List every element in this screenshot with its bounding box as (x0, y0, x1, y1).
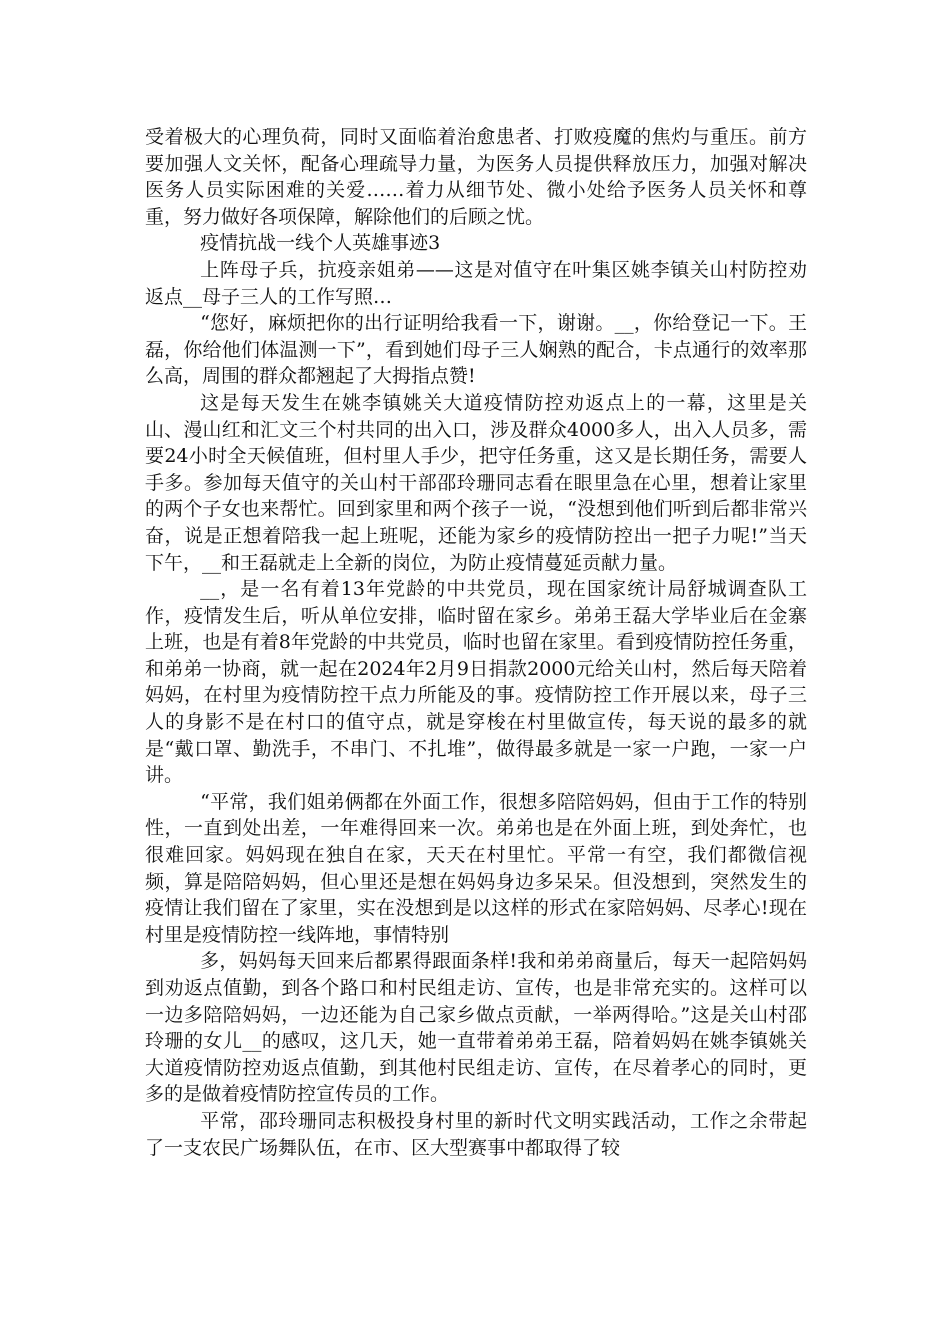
paragraph-checkpoint-scene: 这是每天发生在姚李镇姚关大道疫情防控劝返点上的一幕，这里是关山、漫山红和汇文三个村共同的出入口，涉及群众4000多人，出入人员多，需要24小时全天候值班，但村里人手少，把守任务重，这又是长期任务，需要人手多。参加每天值守的关山村干部邵玲珊同志看在眼里急在心里，想着让家里的两个子女也来帮忙。回到家里和两个孩子一说，“没想到他们听到后都非常兴奋，说是正想着陪我一起上班呢，还能为家乡的疫情防控出一把子力呢!”当天下午，__和王磊就走上全新的岗位，为防止疫情蔓延贡献力量。 (145, 391, 807, 574)
paragraph-intro: 受着极大的心理负荷，同时又面临着治愈患者、打败疫魔的焦灼与重压。前方要加强人文关怀，配备心理疏导力量，为医务人员提供释放压力，加强对解决医务人员实际困难的关爱……着力从细节处、微小处给予医务人员关怀和尊重，努力做好各项保障，解除他们的后顾之忧。 (145, 126, 807, 228)
paragraph-daughter-quote: “平常，我们姐弟俩都在外面工作，很想多陪陪妈妈，但由于工作的特别性，一直到处出差，一年难得回来一次。弟弟也是在外面上班，到处奔忙，也很难回家。妈妈现在独自在家，天天在村里忙。平常一有空，我们都微信视频，算是陪陪妈妈，但心里还是想在妈妈身边多呆呆。但没想到，突然发生的疫情让我们留在了家里，实在没想到是以这样的形式在家陪妈妈、尽孝心!现在村里是疫情防控一线阵地，事情特别 (145, 790, 807, 946)
paragraph-mother-activities: 平常，邵玲珊同志积极投身村里的新时代文明实践活动，工作之余带起了一支农民广场舞队伍，在市、区大型赛事中都取得了较 (145, 1109, 807, 1159)
section-heading: 疫情抗战一线个人英雄事迹3 (200, 232, 441, 255)
document-page (145, 124, 807, 1161)
paragraph-lead: 上阵母子兵，抗疫亲姐弟——这是对值守在叶集区姚李镇关山村防控劝返点__母子三人的工作写照… (145, 258, 807, 308)
paragraph-daughter-bio: __，是一名有着13年党龄的中共党员，现在国家统计局舒城调查队工作，疫情发生后，听从单位安排，临时留在家乡。弟弟王磊大学毕业后在金寨上班，也是有着8年党龄的中共党员，临时也留在家里。看到疫情防控任务重，和弟弟一协商，就一起在2024年2月9日捐款2000元给关山村，然后每天陪着妈妈，在村里为疫情防控干点力所能及的事。疫情防控工作开展以来，母子三人的身影不是在村口的值守点，就是穿梭在村里做宣传，每天说的最多的就是“戴口罩、勤洗手，不串门、不扎堆”，做得最多就是一家一户跑，一家一户讲。 (145, 578, 807, 787)
paragraph-quote-checkpoint: “您好，麻烦把你的出行证明给我看一下，谢谢。__，你给登记一下。王磊，你给他们体温测一下”，看到她们母子三人娴熟的配合，卡点通行的效率那么高，周围的群众都翘起了大拇指点赞! (145, 312, 807, 388)
paragraph-daughter-quote-cont: 多，妈妈每天回来后都累得跟面条样!我和弟弟商量后，每天一起陪妈妈到劝返点值勤，到各个路口和村民组走访、宣传，也是非常充实的。这样可以一边多陪陪妈妈，一边还能为自己家乡做点贡献，一举两得哈。”这是关山村邵玲珊的女儿__的感叹，这几天，她一直带着弟弟王磊，陪着妈妈在姚李镇姚关大道疫情防控劝返点值勤，到其他村民组走访、宣传，在尽着孝心的同时，更多的是做着疫情防控宣传员的工作。 (145, 950, 807, 1106)
